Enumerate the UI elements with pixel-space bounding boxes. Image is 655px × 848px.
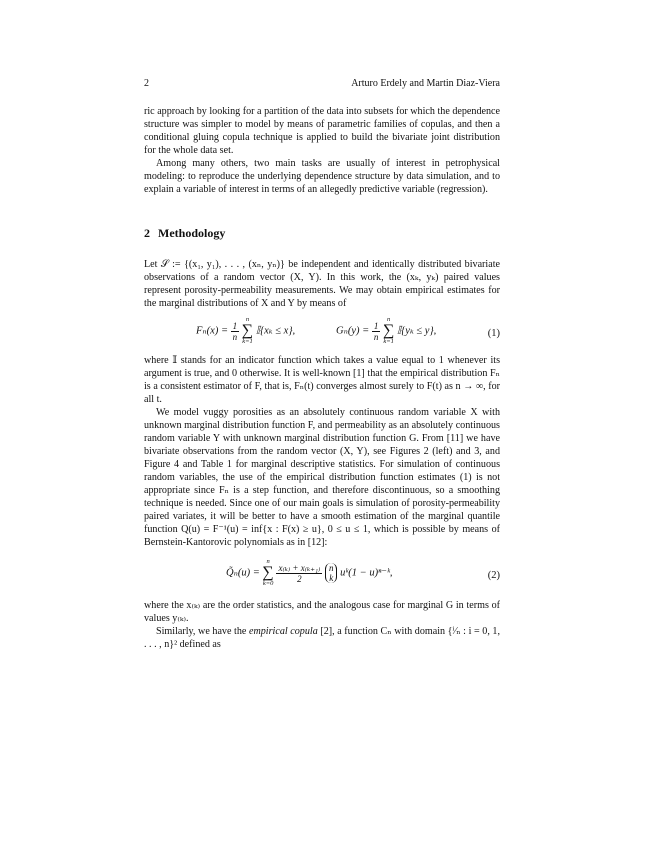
paragraph-7: Similarly, we have the empirical copula [2], a function Cₙ with domain {ⁱ⁄ₙ : i = 0, 1, . . . , n}² defined as [144,626,501,650]
term-empirical-copula: empirical copula [248,626,318,637]
eq1-lhs-f: Fₙ(x) = [196,325,229,337]
paragraph-4: where 𝕀 stands for an indicator function which takes a value equal to 1 whenever its argument is true, and 0 otherwise. It is well-known [1] that the empirical distribution Fₙ is a consistent estimator of F, that is, Fₙ(t) converges almost surely to F(t) as n → ∞, for all t. [144,355,500,405]
eq1-fraction-1: $\frac{1}{n}$ [232,320,238,342]
running-authors: Arturo Erdely and Martin Diaz-Viera [351,78,500,89]
intro-text [144,105,500,196]
section-heading [144,226,225,241]
paragraph-5: We model vuggy porosities as an absolutely continuous random variable X with unknown marginal distribution function F, and permeability as an absolutely continuous random variable Y with unknown marginal distribution function G. From [11] we have bivariate observations from the random vector (X, Y), see Figures 2 (left) and 3, and Figure 4 and Table 1 for marginal descriptive statistics. For simulation of continuous random variables, the use of the empirical distribution function estimates (1) is not appropriate since Fₙ is a step function, and therefore discontinuous, so a smoothing technique is needed. Since one of our main goals is simulation of porosity-permeability paired variates, it will be better to have a smooth estimation of the marginal quantile function Q(u) = F⁻¹(u) = inf{x : F(x) ≥ u}, 0 ≤ u ≤ 1, which is possible by means of Bernstein-Kantorovic polynomials as in [12]: [144,407,500,548]
methodology-intro [144,258,500,310]
paragraph-2: Among many others, two main tasks are usually of interest in petrophysical modeling: to reproduce the underlying dependence structure by data simulation, and to explain a variable of interest in terms of an allegedly predictive variable (regression). [144,158,500,195]
page-number: 2 [144,78,149,89]
paragraph-6: where the x₍ₖ₎ are the order statistics, and the analogous case for marginal G in terms of values y₍ₖ₎. [144,600,500,624]
section-number: 2 [144,226,150,240]
eq1-term-1: 𝕀{xₖ ≤ x}, [255,325,296,337]
eq2-binomial: n k [325,563,338,583]
closing-text [144,599,500,651]
eq2-number: (2) [487,570,500,581]
eq1-lhs-g: Gₙ(y) = [336,325,370,337]
eq2-tail: uᵏ(1 − u)ⁿ⁻ᵏ, [340,567,393,579]
eq2-fraction: $\frac{\text{x₍ₖ₎ + x₍ₖ₊₁₎}}{2}$ [278,562,321,584]
paragraph-1: ric approach by looking for a partition of the data into subsets for which the dependence structure was simpler to model by means of parametric families of copulas, and then a conditional gluing copula technique is applied to build the bivariate joint distribution for the whole data set. [144,106,500,156]
eq1-number: (1) [487,328,500,339]
eq1-fraction-2: $\frac{1}{n}$ [373,320,379,342]
paragraph-3: Let 𝒮 := {(x₁, y₁), . . . , (xₙ, yₙ)} be independent and identically distributed bivariate observations of a random vector (X, Y). In this work, the (xₖ, yₖ) paired values represent porosity-permeability measurements. We may obtain empirical estimates for the marginal distributions of X and Y by means of [144,259,500,309]
eq1-sum-1: n ∑ k=1 [241,316,254,345]
body-text [144,354,500,549]
section-title: Methodology [158,226,226,240]
eq2-sum: n ∑ k=0 [262,558,274,587]
eq2-lhs: Q̃ₙ(u) = [226,567,260,579]
eq1-sum-2: n ∑ k=1 [382,316,395,345]
eq1-term-2: 𝕀{yₖ ≤ y}, [396,325,437,337]
